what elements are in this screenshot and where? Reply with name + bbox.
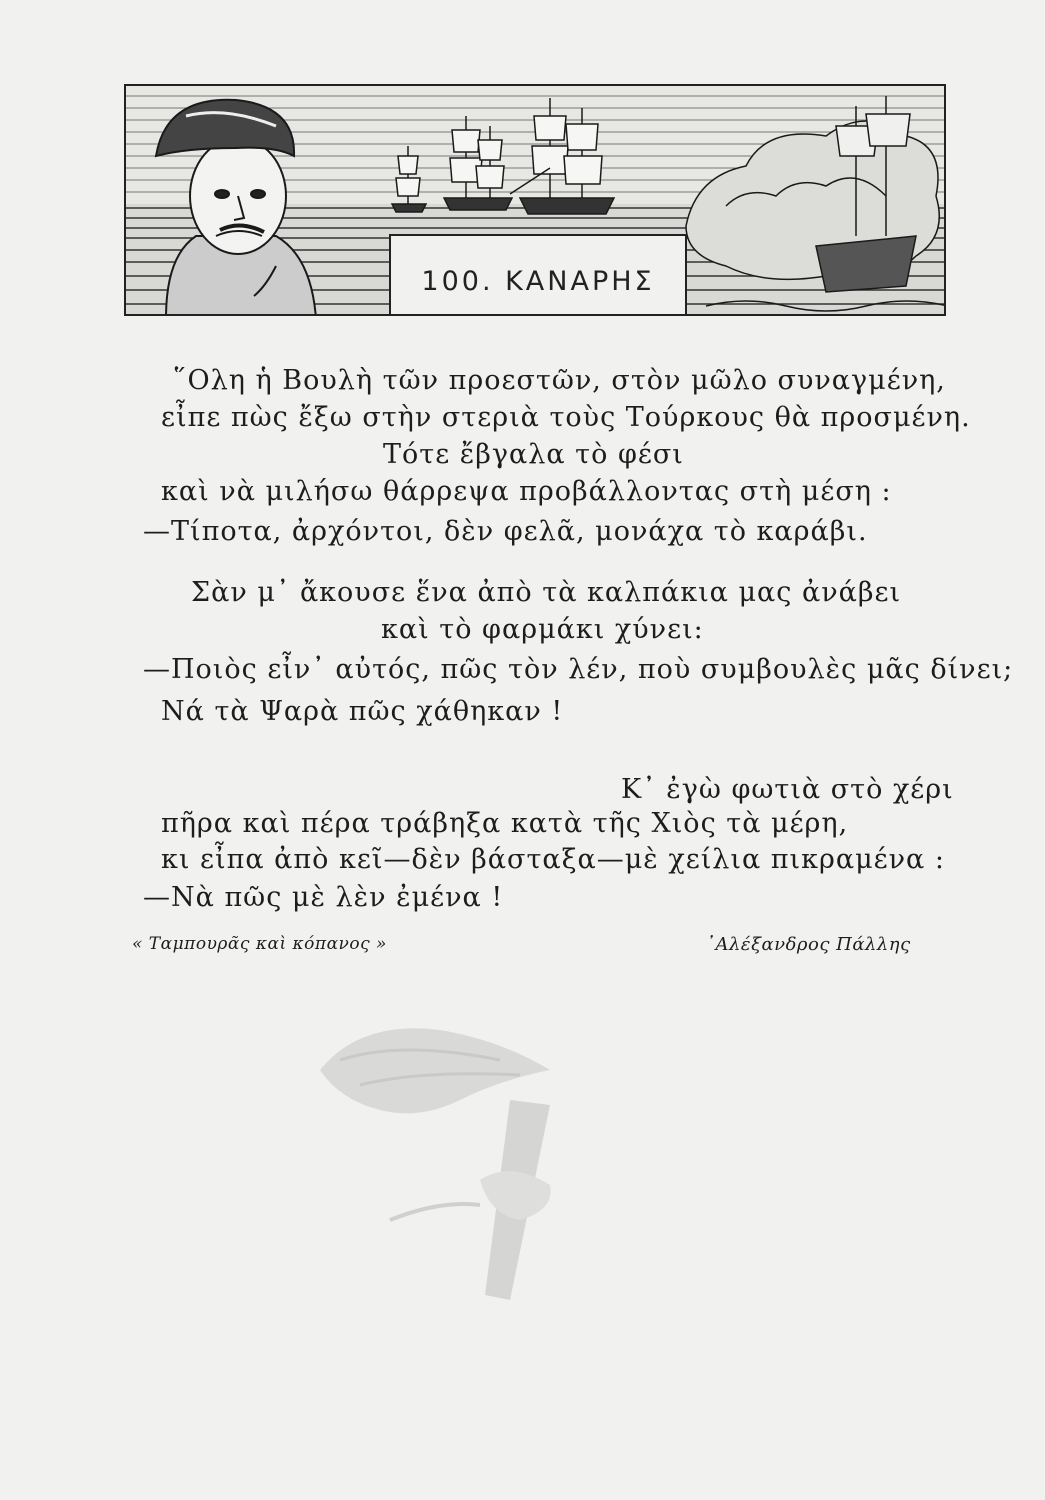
header-engraving: [124, 84, 946, 316]
poem-line: —Ποιὸς εἶν᾽ αὐτός, πῶς τὸν λέν, ποὺ συμβουλὲς μᾶς δίνει;: [143, 654, 1014, 685]
poem-line: Κ᾽ ἐγὼ φωτιὰ στὸ χέρι: [621, 774, 954, 805]
poem-line: Σὰν μ᾽ ἄκουσε ἕνα ἀπὸ τὰ καλπάκια μας ἀνάβει: [191, 577, 902, 608]
author-name: ᾽Αλέξανδρος Πάλλης: [706, 934, 911, 955]
poem-line: κι εἶπα ἀπὸ κεῖ—δὲν βάσταξα—μὲ χείλια πικραμένα :: [161, 844, 945, 875]
poem-line: καὶ νὰ μιλήσω θάρρεψα προβάλλοντας στὴ μέση :: [161, 476, 892, 507]
poem-line: πῆρα καὶ πέρα τράβηξα κατὰ τῆς Χιὸς τὰ μέρη,: [161, 808, 849, 839]
chapter-title: 100. ΚΑΝΑΡΗΣ: [421, 266, 655, 297]
torch-watermark: [300, 1010, 600, 1310]
poem-line: —Τίποτα, ἀρχόντοι, δὲν φελᾶ, μονάχα τὸ καράβι.: [143, 516, 868, 547]
source-citation: « Ταμπουρᾶς καὶ κόπανος »: [132, 934, 387, 954]
poem-line: εἶπε πὼς ἔξω στὴν στεριὰ τοὺς Τούρκους θὰ προσμένη.: [161, 402, 971, 433]
poem-line: —Νὰ πῶς μὲ λὲν ἐμένα !: [143, 882, 504, 913]
poem-line: ῞Ολη ἡ Βουλὴ τῶν προεστῶν, στὸν μῶλο συναγμένη,: [173, 365, 946, 396]
title-box: [389, 234, 687, 316]
poem-line: Τότε ἔβγαλα τὸ φέσι: [383, 439, 684, 470]
poem-line: καὶ τὸ φαρμάκι χύνει:: [381, 614, 704, 645]
poem-line: Νά τὰ Ψαρὰ πῶς χάθηκαν !: [161, 696, 564, 727]
